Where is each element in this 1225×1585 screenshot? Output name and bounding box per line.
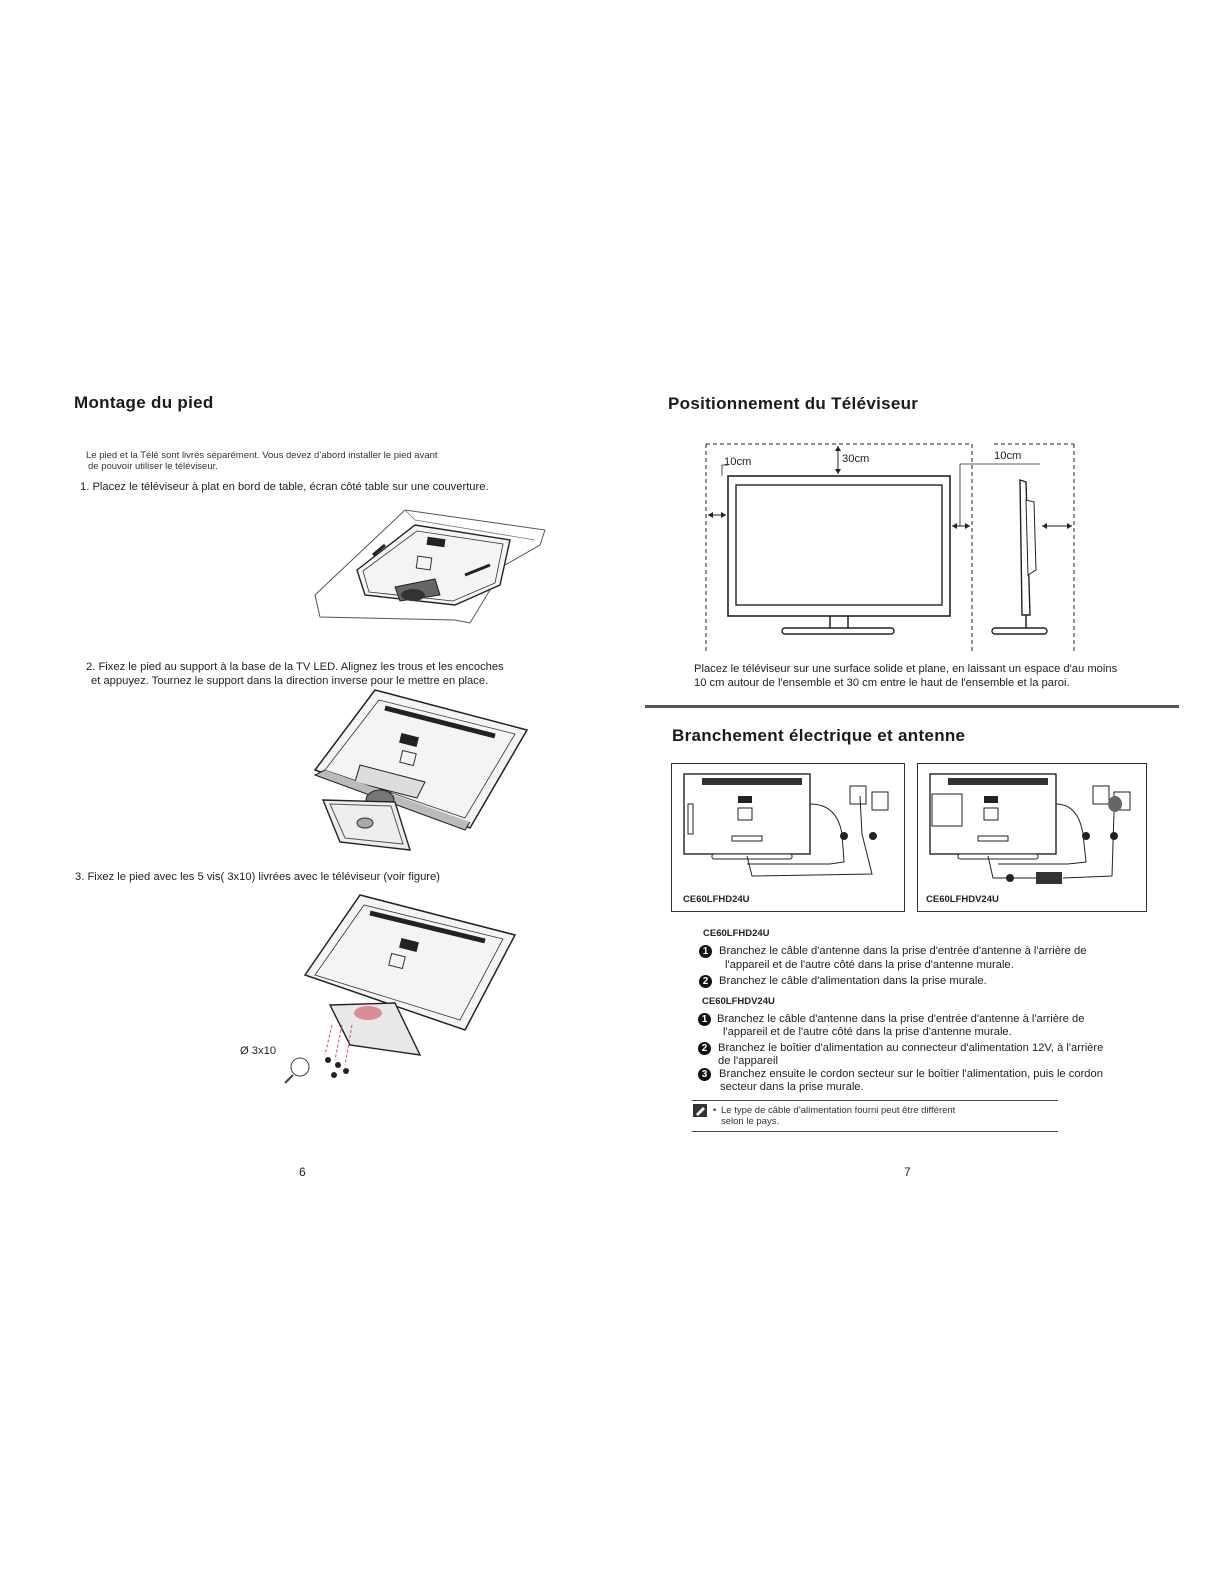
screw-size-label: Ø 3x10 [240, 1045, 277, 1057]
diagram-b-label: CE60LFHDV24U [926, 894, 999, 905]
step-b3-line-2: secteur dans la prise murale. [720, 1081, 864, 1093]
step-b2-number: 2 [698, 1042, 711, 1055]
fix-screws-illustration [290, 895, 525, 1095]
step-b3-number: 3 [698, 1068, 711, 1081]
right-page-title: Positionnement du Téléviseur [668, 394, 919, 413]
left-page-number: 6 [299, 1165, 306, 1179]
right-page-number: 7 [904, 1165, 911, 1179]
dim-side-label: 10cm [994, 450, 1022, 462]
note-line-1: Le type de câble d’alimentation fourni peut être différent [721, 1105, 956, 1116]
section-2-title: Branchement électrique et antenne [672, 726, 966, 745]
step-a2-text: Branchez le câble d'alimentation dans la prise murale. [719, 975, 987, 987]
positioning-line-2: 10 cm autour de l'ensemble et 30 cm entre le haut de l'ensemble et la paroi. [694, 677, 1070, 689]
tv-positioning-diagram [700, 440, 1080, 655]
step-a1-number: 1 [699, 945, 712, 958]
step-b3-line-1: Branchez ensuite le cordon secteur sur le boîtier l'alimentation, puis le cordon [719, 1068, 1103, 1080]
positioning-line-1: Placez le téléviseur sur une surface solide et plane, en laissant un espace d'au moins [694, 663, 1118, 675]
step-2-line-1: 2. Fixez le pied au support à la base de la TV LED. Alignez les trous et les encoches [86, 661, 504, 673]
note-line-2: selon le pays. [721, 1116, 780, 1127]
intro-line-1: Le pied et la Télé sont livrés séparément. Vous devez d’abord installer le pied avant [86, 450, 438, 461]
step-b1-line-2: l'appareil et de l'autre côté dans la prise d'antenne murale. [723, 1026, 1012, 1038]
step-b1-number: 1 [698, 1013, 711, 1026]
step-a1-line-2: l'appareil et de l'autre côté dans la prise d'antenne murale. [725, 959, 1014, 971]
attach-stand-illustration [305, 690, 530, 860]
note-icon [693, 1104, 707, 1117]
intro-line-2: de pouvoir utiliser le téléviseur. [88, 461, 218, 472]
connection-diagram-a [671, 763, 905, 912]
diagram-a-label: CE60LFHD24U [683, 894, 750, 905]
model-a-heading: CE60LFHD24U [703, 928, 770, 939]
step-b2-line-2: de l'appareil [718, 1055, 778, 1067]
note-bullet: • [713, 1105, 717, 1116]
step-a2-number: 2 [699, 975, 712, 988]
note-top-rule [692, 1100, 1058, 1101]
step-b2-line-1: Branchez le boîtier d'alimentation au connecteur d'alimentation 12V, à l'arrière [718, 1042, 1104, 1054]
section-divider [645, 705, 1179, 708]
dim-left-label: 10cm [724, 456, 752, 468]
model-b-heading: CE60LFHDV24U [702, 996, 775, 1007]
step-a1-line-1: Branchez le câble d'antenne dans la prise d'entrée d'antenne à l'arrière de [719, 945, 1087, 957]
step-2-line-2: et appuyez. Tournez le support dans la direction inverse pour le mettre en place. [91, 675, 489, 687]
step-3-text: 3. Fixez le pied avec les 5 vis( 3x10) livrées avec le téléviseur (voir figure) [75, 871, 440, 883]
connection-diagram-b [917, 763, 1147, 912]
note-bottom-rule [692, 1131, 1058, 1132]
left-page-title: Montage du pied [74, 393, 214, 412]
step-1-text: 1. Placez le téléviseur à plat en bord de table, écran côté table sur une couverture. [80, 481, 489, 493]
dim-top-label: 30cm [842, 453, 870, 465]
tv-on-table-illustration [305, 505, 550, 630]
step-b1-line-1: Branchez le câble d'antenne dans la prise d'entrée d'antenne à l'arrière de [717, 1013, 1085, 1025]
